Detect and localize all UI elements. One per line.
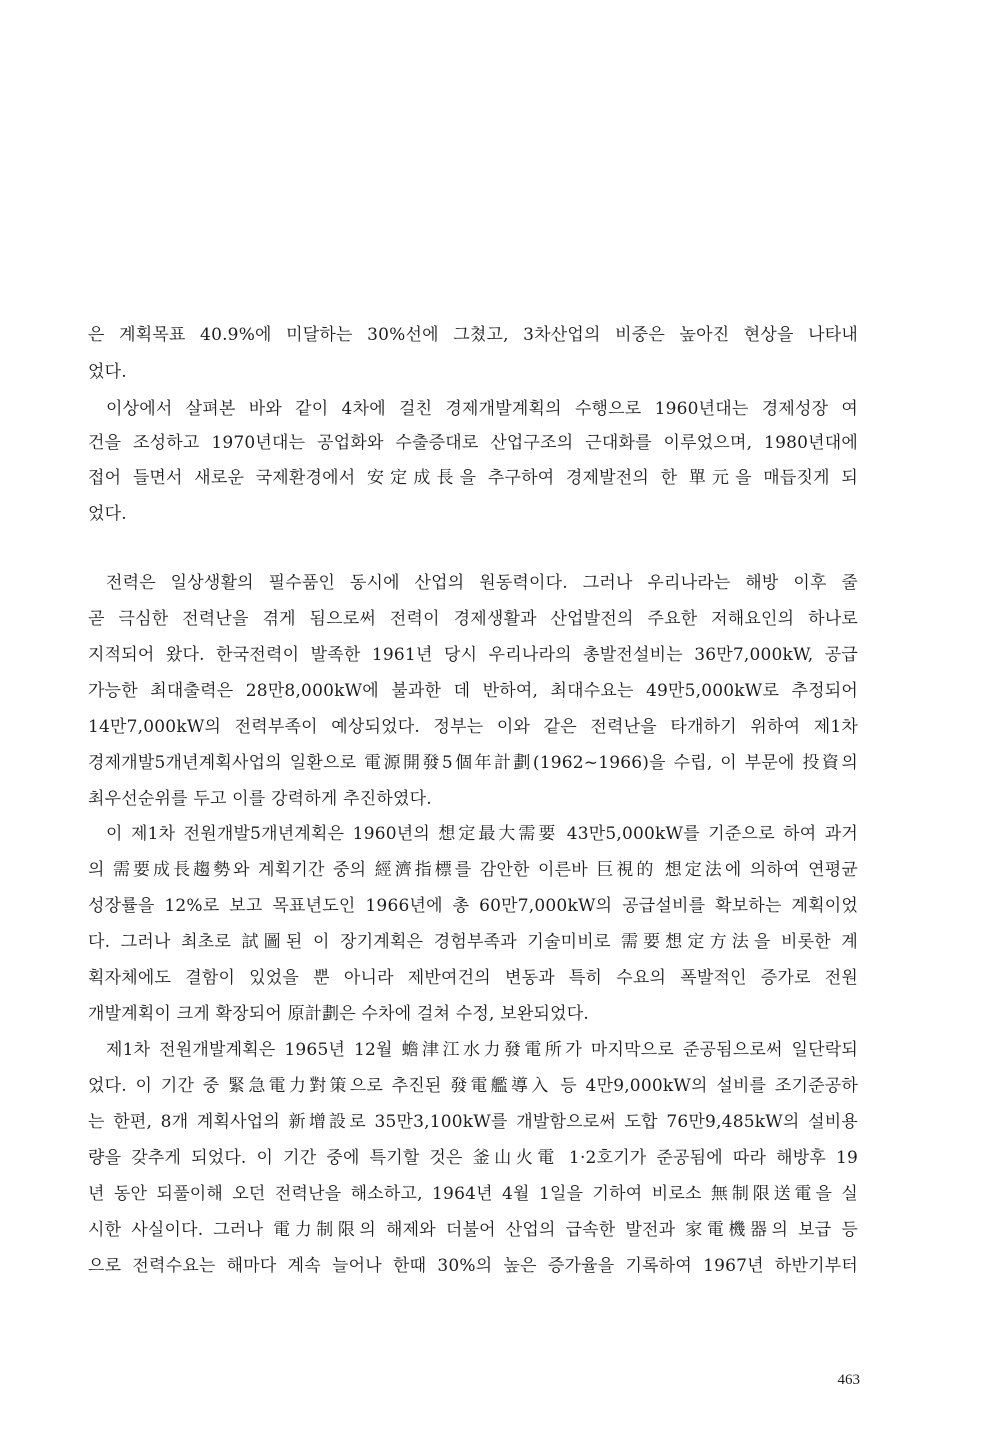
text-line: 획자체에도 결함이 있었을 뿐 아니라 제반여건의 변동과 특히 수요의 폭발적인 증가로 전원 xyxy=(88,968,858,988)
text-line: 는 한편, 8개 계획사업의 新增設로 35만3,100kW를 개발함으로써 도합 76만9,485kW의 설비용 xyxy=(88,1112,858,1132)
text-line: 가능한 최대출력은 28만8,000kW에 불과한 데 반하여, 최대수요는 49만5,000kW로 추정되어 xyxy=(88,681,858,701)
text-line: 량을 갖추게 되었다. 이 기간 중에 특기할 것은 釜山火電 1·2호기가 준공됨에 따라 해방후 19 xyxy=(88,1148,858,1168)
text-line: 접어 들면서 새로운 국제환경에서 安定成長을 추구하여 경제발전의 한 單元을 매듭짓게 되 xyxy=(88,468,858,488)
text-line: 이 제1차 전원개발5개년계획은 1960년의 想定最大需要 43만5,000kW를 기준으로 하여 과거 xyxy=(106,824,858,844)
text-line: 었다. xyxy=(88,362,127,382)
text-line: 다. 그러나 최초로 試圖된 이 장기계획은 경험부족과 기술미비로 需要想定方法을 비롯한 계 xyxy=(88,932,858,952)
text-line: 전력은 일상생활의 필수품인 동시에 산업의 원동력이다. 그러나 우리나라는 해방 이후 줄 xyxy=(106,573,858,593)
text-line: 의 需要成長趨勢와 계획기간 중의 經濟指標를 감안한 이른바 巨視的 想定法에 의하여 연평균 xyxy=(88,860,858,880)
text-line: 으로 전력수요는 해마다 계속 늘어나 한때 30%의 높은 증가율을 기록하여 1967년 하반기부터 xyxy=(88,1256,858,1276)
text-line: 14만7,000kW의 전력부족이 예상되었다. 정부는 이와 같은 전력난을 타개하기 위하여 제1차 xyxy=(88,717,858,737)
text-line: 은 계획목표 40.9%에 미달하는 30%선에 그쳤고, 3차산업의 비중은 높아진 현상을 나타내 xyxy=(88,325,858,345)
page-number: 463 xyxy=(837,1372,860,1388)
text-line: 제1차 전원개발계획은 1965년 12월 蟾津江水力發電所가 마지막으로 준공됨으로써 일단락되 xyxy=(106,1040,858,1060)
text-line: 경제개발5개년계획사업의 일환으로 電源開發5個年計劃(1962~1966)을 수립, 이 부문에 投資의 xyxy=(88,753,858,773)
text-line: 었다. xyxy=(88,504,127,524)
text-line: 이상에서 살펴본 바와 같이 4차에 걸친 경제개발계획의 수행으로 1960년대는 경제성장 여 xyxy=(106,399,858,419)
text-line: 지적되어 왔다. 한국전력이 발족한 1961년 당시 우리나라의 총발전설비는 36만7,000kW, 공급 xyxy=(88,645,858,665)
text-line: 시한 사실이다. 그러나 電力制限의 해제와 더불어 산업의 급속한 발전과 家電機器의 보급 등 xyxy=(88,1220,858,1240)
text-line: 건을 조성하고 1970년대는 공업화와 수출증대로 산업구조의 근대화를 이루었으며, 1980년대에 xyxy=(88,433,858,453)
text-line: 성장률을 12%로 보고 목표년도인 1966년에 총 60만7,000kW의 공급설비를 확보하는 계획이었 xyxy=(88,896,858,916)
text-line: 곧 극심한 전력난을 겪게 됨으로써 전력이 경제생활과 산업발전의 주요한 저해요인의 하나로 xyxy=(88,609,858,629)
text-line: 개발계획이 크게 확장되어 原計劃은 수차에 걸쳐 수정, 보완되었다. xyxy=(88,1004,589,1024)
text-line: 최우선순위를 두고 이를 강력하게 추진하였다. xyxy=(88,789,432,809)
text-line: 년 동안 되풀이해 오던 전력난을 해소하고, 1964년 4월 1일을 기하여 비로소 無制限送電을 실 xyxy=(88,1184,858,1204)
text-line: 었다. 이 기간 중 緊急電力對策으로 추진된 發電艦導入 등 4만9,000kW의 설비를 조기준공하 xyxy=(88,1076,858,1096)
